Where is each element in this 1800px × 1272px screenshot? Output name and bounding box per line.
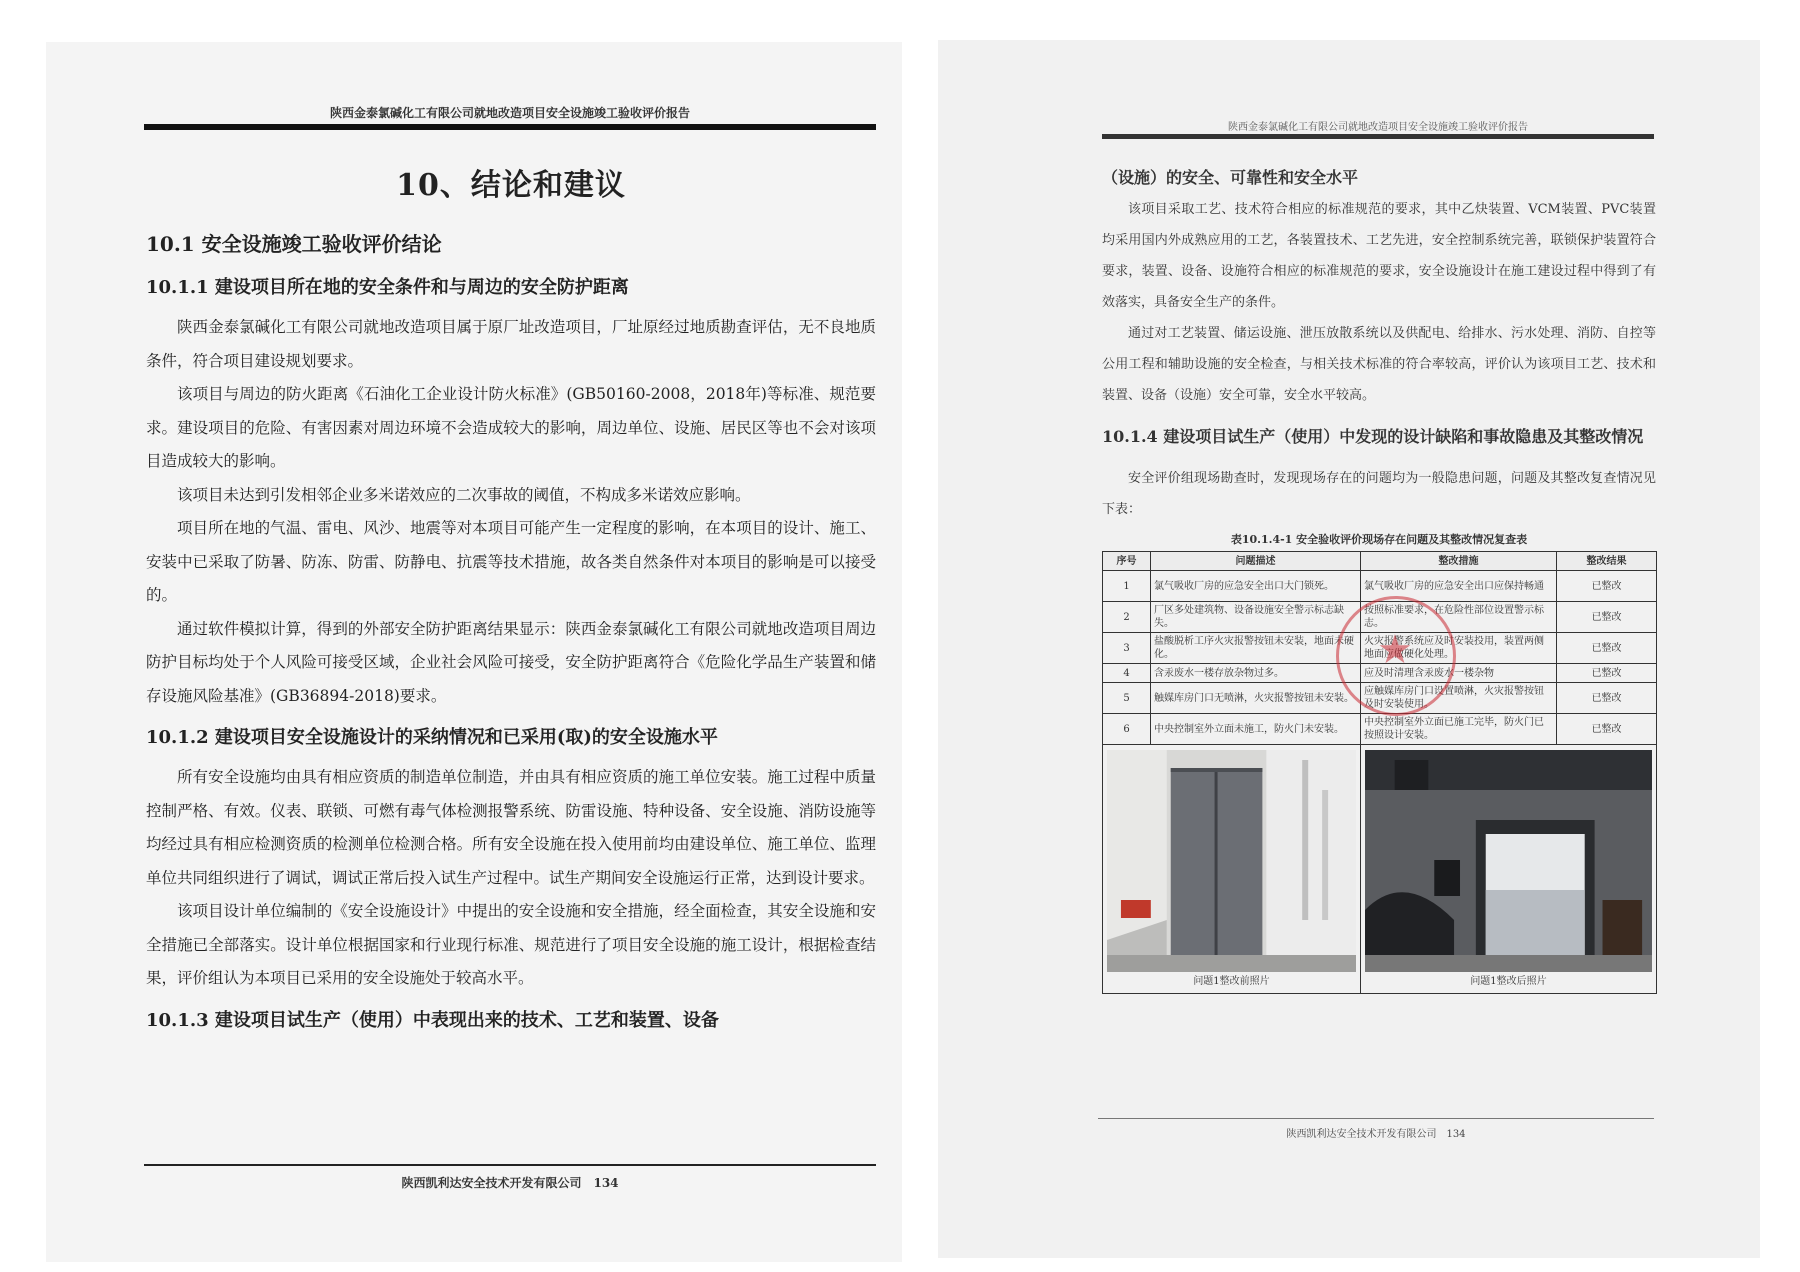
subsection-title-1: 10.1.1 建设项目所在地的安全条件和与周边的安全防护距离 <box>146 277 629 298</box>
header-rule <box>144 124 876 130</box>
paragraph: 该项目设计单位编制的《安全设施设计》中提出的安全设施和安全措施，经全面检查，其安全设施和安全措施已全部落实。设计单位根据国家和行业现行标准、规范进行了项目安全设施的施工设计，根据检查结果，评价组认为本项目已采用的安全设施处于较高水平。 <box>146 902 876 987</box>
table-caption: 表10.1.4-1 安全验收评价现场存在问题及其整改情况复查表 <box>1230 533 1528 546</box>
paragraph: 安全评价组现场勘查时，发现现场存在的问题均为一般隐患问题，问题及其整改复查情况见下表： <box>1102 471 1656 517</box>
cell-no: 2 <box>1103 602 1151 633</box>
table-row <box>1103 683 1657 714</box>
footer-rule <box>1098 1118 1654 1119</box>
subsection-title-2: 10.1.2 建设项目安全设施设计的采纳情况和已采用(取)的安全设施水平 <box>146 727 718 748</box>
photo-before-cell <box>1103 745 1361 994</box>
cell-fix: 中央控制室外立面已施工完毕，防火门已按照设计安装。 <box>1361 714 1557 745</box>
subsection-title-4: 10.1.4 建设项目试生产（使用）中发现的设计缺陷和事故隐患及其整改情况 <box>1102 427 1644 446</box>
cell-fix: 氯气吸收厂房的应急安全出口应保持畅通 <box>1361 571 1557 602</box>
section-title: 10.1 安全设施竣工验收评价结论 <box>146 232 442 256</box>
table-row <box>1103 714 1657 745</box>
cell-problem: 触媒库房门口无喷淋，火灾报警按钮未安装。 <box>1151 683 1361 714</box>
cell-problem: 中央控制室外立面未施工，防火门未安装。 <box>1151 714 1361 745</box>
cell-result: 已整改 <box>1557 633 1657 664</box>
cell-no: 5 <box>1103 683 1151 714</box>
cell-fix: 火灾报警系统应及时安装投用，装置两侧地面应做硬化处理。 <box>1361 633 1557 664</box>
table-row <box>1103 602 1657 633</box>
header-rule <box>1102 134 1654 139</box>
cell-no: 3 <box>1103 633 1151 664</box>
page-header: 陕西金泰氯碱化工有限公司就地改造项目安全设施竣工验收评价报告 <box>329 106 690 120</box>
cell-result: 已整改 <box>1557 664 1657 683</box>
cell-problem: 含汞废水一楼存放杂物过多。 <box>1151 664 1361 683</box>
page-header: 陕西金泰氯碱化工有限公司就地改造项目安全设施竣工验收评价报告 <box>1228 122 1528 133</box>
header-fix: 整改措施 <box>1361 552 1557 571</box>
photo-row <box>1103 745 1657 994</box>
cell-no: 4 <box>1103 664 1151 683</box>
footer-rule <box>144 1164 876 1166</box>
page-content <box>146 160 876 1044</box>
photo-after-caption: 问题1整改后照片 <box>1470 976 1547 987</box>
paragraph: 所有安全设施均由具有相应资质的制造单位制造，并由具有相应资质的施工单位安装。施工过程中质量控制严格、有效。仪表、联锁、可燃有毒气体检测报警系统、防雷设施、特种设备、安全设施、消防设施等均经过具有相应检测资质的检测单位检测合格。所有安全设施在投入使用前均由建设单位、施工单位、监理单位共同组织进行了调试，调试正常后投入试生产过程中。试生产期间安全设施运行正常，达到设计要求。 <box>146 768 876 887</box>
photo-after <box>1365 750 1652 972</box>
issues-table <box>1102 551 1657 994</box>
subsection-title-3: 10.1.3 建设项目试生产（使用）中表现出来的技术、工艺和装置、设备 <box>146 1009 719 1031</box>
cell-fix: 按照标准要求，在危险性部位设置警示标志。 <box>1361 602 1557 633</box>
photo-after-cell <box>1361 745 1657 994</box>
page-content <box>1102 162 1656 994</box>
table-row <box>1103 633 1657 664</box>
right-document-page <box>938 40 1760 1258</box>
left-document-page <box>46 42 902 1262</box>
cell-no: 1 <box>1103 571 1151 602</box>
paragraph: 该项目与周边的防火距离《石油化工企业设计防火标准》(GB50160-2008，2018年)等标准、规范要求。建设项目的危险、有害因素对周边环境不会造成较大的影响，周边单位、设施、居民区等也不会对该项目造成较大的影响。 <box>146 385 876 470</box>
paragraph: 通过对工艺装置、储运设施、泄压放散系统以及供配电、给排水、污水处理、消防、自控等公用工程和辅助设施的安全检查，与相关技术标准的符合率较高，评价认为该项目工艺、技术和装置、设备（设施）安全可靠，安全水平较高。 <box>1102 326 1656 403</box>
photo-before <box>1107 750 1356 972</box>
photo-before-caption: 问题1整改前照片 <box>1193 976 1270 987</box>
page-footer: 陕西凯利达安全技术开发有限公司 134 <box>1286 1129 1466 1140</box>
page-footer: 陕西凯利达安全技术开发有限公司 134 <box>401 1176 619 1190</box>
cell-result: 已整改 <box>1557 602 1657 633</box>
table-row <box>1103 664 1657 683</box>
paragraph: 项目所在地的气温、雷电、风沙、地震等对本项目可能产生一定程度的影响，在本项目的设计、施工、安装中已采取了防暑、防冻、防雷、防静电、抗震等技术措施，故各类自然条件对本项目的影响是可以接受的。 <box>146 519 876 604</box>
cell-no: 6 <box>1103 714 1151 745</box>
paragraph: 该项目未达到引发相邻企业多米诺效应的二次事故的阈值，不构成多米诺效应影响。 <box>177 485 751 504</box>
table-header-row <box>1103 552 1657 571</box>
cell-result: 已整改 <box>1557 571 1657 602</box>
header-problem: 问题描述 <box>1151 552 1361 571</box>
cell-fix: 应触媒库房门口设置喷淋，火灾报警按钮及时安装使用。 <box>1361 683 1557 714</box>
paragraph: 陕西金泰氯碱化工有限公司就地改造项目属于原厂址改造项目，厂址原经过地质勘查评估，无不良地质条件，符合项目建设规划要求。 <box>146 318 876 370</box>
continued-title: （设施）的安全、可靠性和安全水平 <box>1102 168 1359 187</box>
header-result: 整改结果 <box>1557 552 1657 571</box>
cell-fix: 应及时清理含汞废水一楼杂物 <box>1361 664 1557 683</box>
cell-result: 已整改 <box>1557 714 1657 745</box>
table-row <box>1103 571 1657 602</box>
chapter-title: 10、结论和建议 <box>396 168 626 203</box>
cell-problem: 盐酸脱析工序火灾报警按钮未安装，地面未硬化。 <box>1151 633 1361 664</box>
header-no: 序号 <box>1103 552 1151 571</box>
cell-problem: 氯气吸收厂房的应急安全出口大门锁死。 <box>1151 571 1361 602</box>
paragraph: 通过软件模拟计算，得到的外部安全防护距离结果显示：陕西金泰氯碱化工有限公司就地改造项目周边防护目标均处于个人风险可接受区域，企业社会风险可接受，安全防护距离符合《危险化学品生产装置和储存设施风险基准》(GB36894-2018)要求。 <box>146 619 876 705</box>
paragraph: 该项目采取工艺、技术符合相应的标准规范的要求，其中乙炔装置、VCM装置、PVC装置均采用国内外成熟应用的工艺，各装置技术、工艺先进，安全控制系统完善，联锁保护装置符合要求，装置、设备、设施符合相应的标准规范的要求，安全设施设计在施工建设过程中得到了有效落实，具备安全生产的条件。 <box>1102 202 1656 310</box>
cell-result: 已整改 <box>1557 683 1657 714</box>
cell-problem: 厂区多处建筑物、设备设施安全警示标志缺失。 <box>1151 602 1361 633</box>
